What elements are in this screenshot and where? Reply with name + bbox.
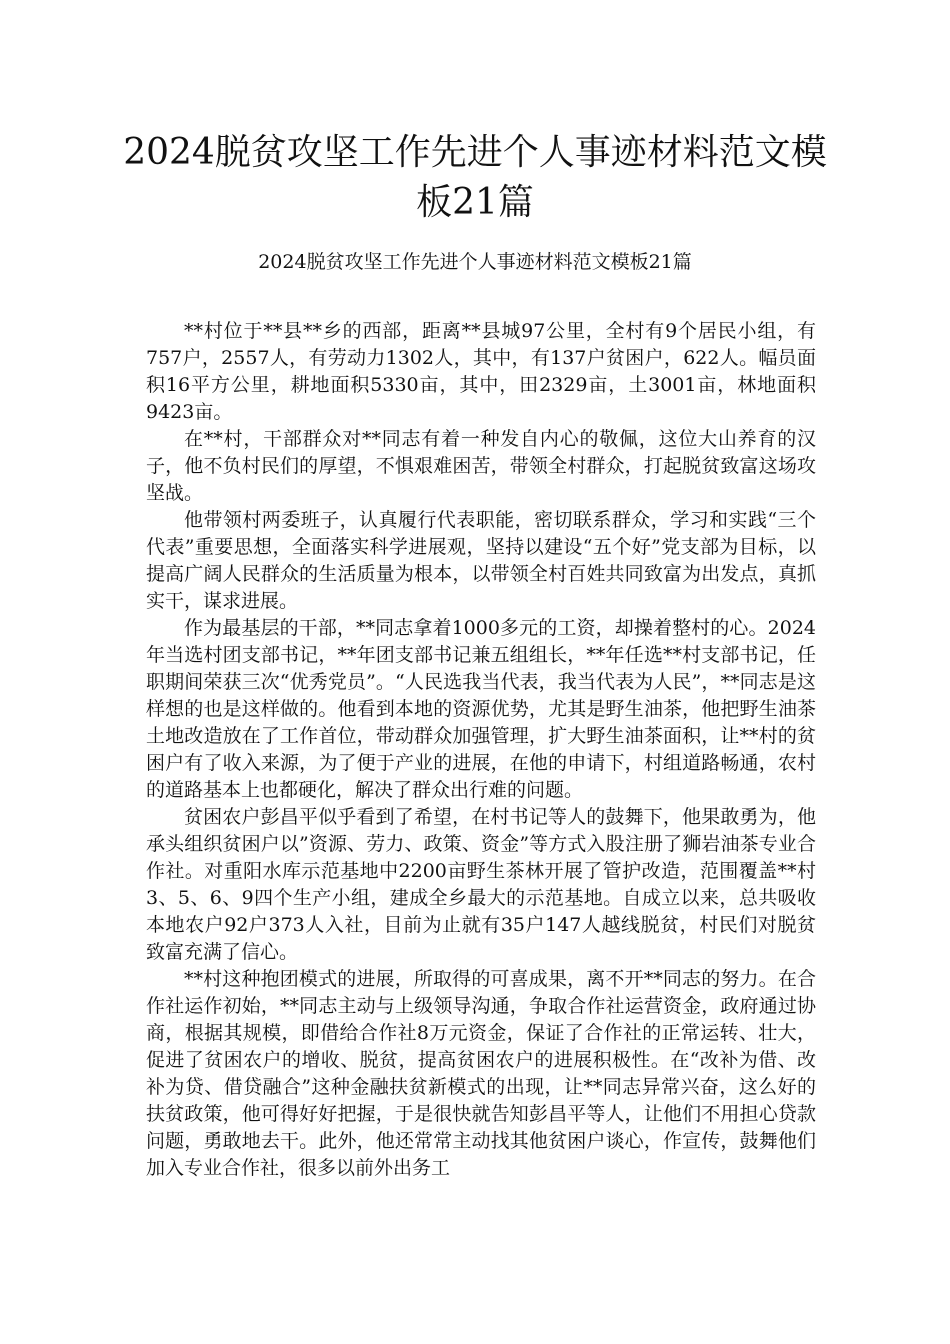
document-body bbox=[146, 318, 816, 1182]
body-paragraph: 作为最基层的干部，**同志拿着1000多元的工资，却操着整村的心。2024年当选村团支部书记，**年团支部书记兼五组组长，**年任选**村支部书记，任职期间荣获三次“优秀党员”。“人民选我当代表，我当代表为人民”，**同志是这样想的也是这样做的。他看到本地的资源优势，尤其是野生油茶，他把野生油茶土地改造放在了工作首位，带动群众加强管理，扩大野生油茶面积，让**村的贫困户有了收入来源，为了便于产业的进展，在他的申请下，村组道路畅通，农村的道路基本上也都硬化，解决了群众出行难的问题。 bbox=[146, 617, 816, 801]
body-paragraph: **村位于**县**乡的西部，距离**县城97公里，全村有9个居民小组，有757户，2557人，有劳动力1302人，其中，有137户贫困户，622人。幅员面积16平方公里，耕地面积5330亩，其中，田2329亩，土3001亩，林地面积9423亩。 bbox=[146, 320, 816, 423]
body-paragraph: **村这种抱团模式的进展，所取得的可喜成果，离不开**同志的努力。在合作社运作初始，**同志主动与上级领导沟通，争取合作社运营资金，政府通过协商，根据其规模，即借给合作社8万元资金，保证了合作社的正常运转、壮大，促进了贫困农户的增收、脱贫，提高贫困农户的进展积极性。在“改补为借、改补为贷、借贷融合”这种金融扶贫新模式的出现，让**同志异常兴奋，这么好的扶贫政策，他可得好好把握，于是很快就告知彭昌平等人，让他们不用担心贷款问题，勇敢地去干。此外，他还常常主动找其他贫困户谈心，作宣传，鼓舞他们加入专业合作社，很多以前外出务工 bbox=[146, 968, 816, 1179]
body-paragraph: 在**村，干部群众对**同志有着一种发自内心的敬佩，这位大山养育的汉子，他不负村民们的厚望，不惧艰难困苦，带领全村群众，打起脱贫致富这场攻坚战。 bbox=[146, 428, 816, 504]
body-paragraph: 他带领村两委班子，认真履行代表职能，密切联系群众，学习和实践“三个代表”重要思想，全面落实科学进展观，坚持以建设“五个好”党支部为目标，以提高广阔人民群众的生活质量为根本，以带领全村百姓共同致富为出发点，真抓实干，谋求进展。 bbox=[146, 509, 816, 612]
document-title: 2024脱贫攻坚工作先进个人事迹材料范文模板21篇 bbox=[123, 132, 827, 223]
body-paragraph: 贫困农户彭昌平似乎看到了希望，在村书记等人的鼓舞下，他果敢勇为，他承头组织贫困户以”资源、劳力、政策、资金”等方式入股注册了狮岩油茶专业合作社。对重阳水库示范基地中2200亩野生茶林开展了管护改造，范围覆盖**村3、5、6、9四个生产小组，建成全乡最大的示范基地。自成立以来，总共吸收本地农户92户373人入社，目前为止就有35户147人越线脱贫，村民们对脱贫致富充满了信心。 bbox=[146, 806, 816, 963]
document-subtitle: 2024脱贫攻坚工作先进个人事迹材料范文模板21篇 bbox=[258, 251, 692, 273]
